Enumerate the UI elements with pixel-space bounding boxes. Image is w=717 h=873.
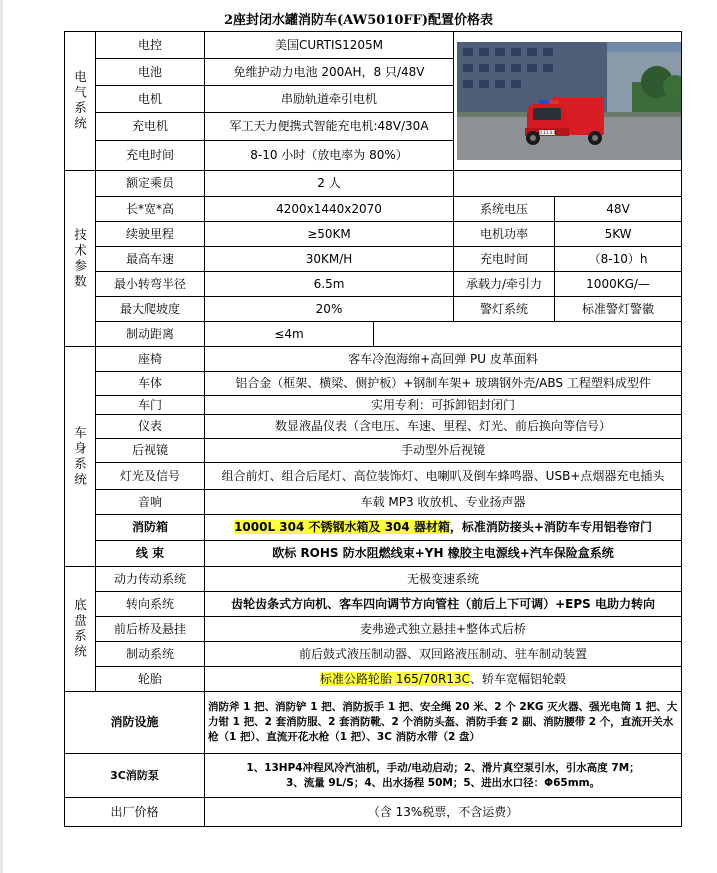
cell-label: 最大爬坡度 bbox=[96, 297, 205, 322]
cell-label: 灯光及信号 bbox=[96, 463, 205, 490]
cell-label: 车门 bbox=[96, 396, 205, 415]
cell-label: 消防箱 bbox=[96, 515, 205, 541]
left-edge bbox=[0, 0, 3, 873]
cell-label: 充电时间 bbox=[96, 141, 205, 171]
section-technical: 技术参数 bbox=[65, 171, 96, 347]
cell-value: （8-10）h bbox=[555, 247, 682, 272]
cell-value: 客车冷泡海绵+高回弹 PU 皮革面料 bbox=[205, 347, 682, 372]
cell-label: 前后桥及悬挂 bbox=[96, 617, 205, 642]
cell-value: 手动型外后视镜 bbox=[205, 439, 682, 463]
cell-label: 长*宽*高 bbox=[96, 197, 205, 222]
plate-text: 蔚 11 3 8 bbox=[538, 130, 557, 135]
empty-cell bbox=[454, 171, 682, 197]
fire-truck-image bbox=[457, 42, 682, 160]
vehicle-photo bbox=[454, 32, 682, 171]
cell-value: 美国CURTIS1205M bbox=[205, 32, 454, 59]
tire-rest: 、轿车宽幅铝轮毂 bbox=[470, 671, 567, 686]
equipment-label: 消防设施 bbox=[65, 692, 205, 754]
cell-value: 无极变速系统 bbox=[205, 567, 682, 592]
cell-label: 音响 bbox=[96, 490, 205, 515]
cell-label: 充电时间 bbox=[454, 247, 555, 272]
cell-label: 充电机 bbox=[96, 113, 205, 141]
cell-value: 组合前灯、组合后尾灯、高位装饰灯、电喇叭及倒车蜂鸣器、USB+点烟器充电插头 bbox=[205, 463, 682, 490]
cell-value: 48V bbox=[555, 197, 682, 222]
cell-value: 数显液晶仪表（含电压、车速、里程、灯光、前后换向等信号） bbox=[205, 415, 682, 439]
tank-highlight: 1000L 304 不锈钢水箱及 304 器材箱 bbox=[234, 520, 450, 534]
cell-label: 电控 bbox=[96, 32, 205, 59]
pump-line-1: 1、13HP4冲程风冷汽油机，手动/电动启动；2、滑片真空泵引水，引水高度 7M； bbox=[246, 761, 640, 774]
cell-value: 5KW bbox=[555, 222, 682, 247]
cell-value: 30KM/H bbox=[205, 247, 454, 272]
cell-value: 实用专利：可拆卸铝封闭门 bbox=[205, 396, 682, 415]
page-title: 2座封闭水罐消防车(AW5010FF)配置价格表 bbox=[223, 13, 494, 28]
cell-label: 仪表 bbox=[96, 415, 205, 439]
cell-value: 铝合金（框架、横梁、侧护板）+钢制车架+ 玻璃钢外壳/ABS 工程塑料成型件 bbox=[205, 372, 682, 396]
cell-label: 制动距离 bbox=[96, 322, 205, 347]
cell-label: 制动系统 bbox=[96, 642, 205, 667]
cell-label: 车体 bbox=[96, 372, 205, 396]
cell-value: 标准警灯警徽 bbox=[555, 297, 682, 322]
cell-label: 轮胎 bbox=[96, 667, 205, 692]
cell-value: 齿轮齿条式方向机、客车四向调节方向管柱（前后上下可调）+EPS 电助力转向 bbox=[205, 592, 682, 617]
cell-label: 系统电压 bbox=[454, 197, 555, 222]
cell-label: 最小转弯半径 bbox=[96, 272, 205, 297]
cell-value: 8-10 小时（放电率为 80%） bbox=[205, 141, 454, 171]
pump-label: 3C消防泵 bbox=[65, 754, 205, 798]
cell-label: 线 束 bbox=[96, 541, 205, 567]
section-chassis: 底盘系统 bbox=[65, 567, 96, 692]
cell-label: 转向系统 bbox=[96, 592, 205, 617]
cell-label: 动力传动系统 bbox=[96, 567, 205, 592]
cell-value: 军工天力便携式智能充电机:48V/30A bbox=[205, 113, 454, 141]
cell-label: 续驶里程 bbox=[96, 222, 205, 247]
cell-label: 座椅 bbox=[96, 347, 205, 372]
pump-line-2: 3、流量 9L/S；4、出水扬程 50M；5、进出水口径：Φ65mm。 bbox=[285, 776, 601, 789]
cell-label: 额定乘员 bbox=[96, 171, 205, 197]
cell-value: ≥50KM bbox=[205, 222, 454, 247]
section-electrical: 电气系统 bbox=[65, 32, 96, 171]
cell-label: 电机功率 bbox=[454, 222, 555, 247]
tire-highlight: 标准公路轮胎 165/70R13C bbox=[320, 671, 471, 686]
cell-label: 电池 bbox=[96, 59, 205, 86]
cell-label: 后视镜 bbox=[96, 439, 205, 463]
cell-value: 20% bbox=[205, 297, 454, 322]
tank-rest: ，标准消防接头+消防车专用铝卷帘门 bbox=[449, 520, 652, 534]
tire-value bbox=[205, 667, 682, 692]
cell-value: 欧标 ROHS 防水阻燃线束+YH 橡胶主电源线+汽车保险盒系统 bbox=[205, 541, 682, 567]
cell-label: 电机 bbox=[96, 86, 205, 113]
cell-label: 最高车速 bbox=[96, 247, 205, 272]
cell-value: 车载 MP3 收放机、专业扬声器 bbox=[205, 490, 682, 515]
cell-value: 2 人 bbox=[205, 171, 454, 197]
price-label: 出厂价格 bbox=[65, 798, 205, 827]
cell-value: 串励轨道牵引电机 bbox=[205, 86, 454, 113]
cell-label: 承载力/牵引力 bbox=[454, 272, 555, 297]
fire-tank-value bbox=[205, 515, 682, 541]
pump-value bbox=[205, 754, 682, 798]
cell-value: 麦弗逊式独立悬挂+整体式后桥 bbox=[205, 617, 682, 642]
cell-value: 6.5m bbox=[205, 272, 454, 297]
cell-label: 警灯系统 bbox=[454, 297, 555, 322]
equipment-value: 消防斧 1 把、消防铲 1 把、消防扳手 1 把、安全绳 20 米、2 个 2KG 灭火器、强光电筒 1 把、大力钳 1 把、2 套消防服、2 套消防靴、2 个消防头盔、消防手套 2 副、消防腰带 2 个，直流开关水枪（1 把）、直流开花水枪（1 把）、3C 消防水带（2 盘） bbox=[205, 692, 682, 754]
cell-value: 前后鼓式液压制动器、双回路液压制动、驻车制动装置 bbox=[205, 642, 682, 667]
cell-value: 1000KG/— bbox=[555, 272, 682, 297]
spec-table bbox=[64, 31, 682, 827]
cell-value: 4200x1440x2070 bbox=[205, 197, 454, 222]
cell-value: ≤4m bbox=[205, 322, 374, 347]
price-value: （含 13%税票，不含运费） bbox=[205, 798, 682, 827]
cell-value: 免维护动力电池 200AH，8 只/48V bbox=[205, 59, 454, 86]
empty-cell bbox=[374, 322, 682, 347]
section-body: 车身系统 bbox=[65, 347, 96, 567]
